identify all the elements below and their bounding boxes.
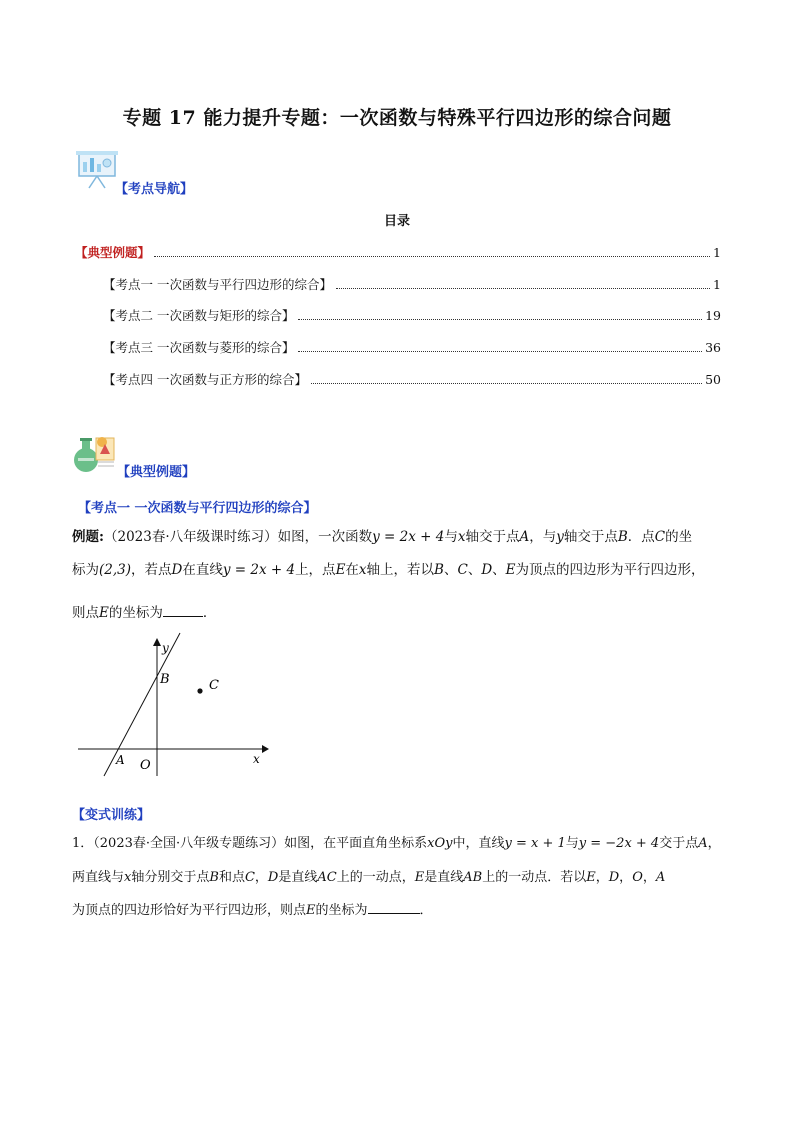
text: 上的一动点．若以 xyxy=(482,870,587,885)
math-var: x xyxy=(124,870,132,885)
text: 的坐 xyxy=(665,529,693,545)
toc-leader xyxy=(336,287,710,289)
math-var: E xyxy=(335,562,346,578)
text: 与 xyxy=(565,836,579,851)
toc-page: 36 xyxy=(705,340,721,355)
kd1-heading: 【考点一 一次函数与平行四边形的综合】 xyxy=(78,501,317,516)
math-var: O xyxy=(632,870,643,885)
text: 轴分别交于点 xyxy=(131,870,210,885)
point-c xyxy=(197,688,202,693)
lab-flask-icon xyxy=(72,432,120,474)
toc-entry-kd1[interactable] xyxy=(0,275,794,293)
toc-leader xyxy=(311,382,702,384)
toc-entry-kd4[interactable] xyxy=(0,370,794,388)
math-var: C xyxy=(244,870,255,885)
text: 上的一动点， xyxy=(336,870,415,885)
toc-leader xyxy=(298,350,702,352)
toc-leader xyxy=(298,318,702,320)
text: ， xyxy=(642,870,656,885)
toc-leader xyxy=(154,255,710,257)
text: 为顶点的四边形恰好为平行四边形，则点 xyxy=(72,903,307,918)
text: 是直线 xyxy=(424,870,464,885)
toc-entry-label: 【考点一 一次函数与平行四边形的综合】 xyxy=(103,277,332,292)
text: （2023春·八年级课时练习）如图，一次函数 xyxy=(103,529,373,545)
toc-entry-typical[interactable] xyxy=(0,243,794,261)
text: 、 xyxy=(492,562,506,578)
equation: y = x + 1 xyxy=(504,836,566,851)
text: 轴交于点 xyxy=(563,529,618,545)
example-figure xyxy=(76,630,276,780)
math-var: A xyxy=(698,836,708,851)
label-o: O xyxy=(140,758,151,773)
math-var: A xyxy=(519,529,530,545)
math-var: E xyxy=(306,903,316,918)
toc-page: 19 xyxy=(705,308,721,323)
math-var: x xyxy=(457,529,466,545)
x-axis-arrow xyxy=(262,745,269,753)
math-var: B xyxy=(434,562,444,578)
math-var: xOy xyxy=(427,836,453,851)
math-var: C xyxy=(654,529,666,545)
coordinate: (2,3) xyxy=(99,562,132,578)
math-var: B xyxy=(209,870,219,885)
math-var: C xyxy=(457,562,468,578)
label-c: C xyxy=(209,678,219,693)
training-line-1 xyxy=(72,827,732,861)
text: 中，直线 xyxy=(452,836,505,851)
label-x: x xyxy=(253,752,260,766)
typical-example-heading: 【典型例题】 xyxy=(117,465,196,480)
training-line-2 xyxy=(72,861,732,895)
answer-blank[interactable] xyxy=(163,602,203,617)
label-y: y xyxy=(162,641,169,655)
text: （2023春·全国·八年级专题练习）如图，在平面直角坐标系 xyxy=(93,836,428,851)
nav-heading: 【考点导航】 xyxy=(115,182,194,197)
text: 为顶点的四边形为平行四边形， xyxy=(515,562,705,578)
example-line-1 xyxy=(72,520,732,554)
math-var: B xyxy=(617,529,628,545)
text: 轴交于点 xyxy=(465,529,520,545)
text: 在 xyxy=(345,562,359,578)
training-heading: 【变式训练】 xyxy=(72,808,151,823)
page-title: 专题 17 能力提升专题：一次函数与特殊平行四边形的综合问题 xyxy=(122,107,672,129)
math-var: E xyxy=(99,605,109,621)
question-number: 1． xyxy=(72,836,94,851)
label-a: A xyxy=(116,753,125,767)
toc-entry-kd3[interactable] xyxy=(0,338,794,356)
text: ，与 xyxy=(529,529,557,545)
math-var: D xyxy=(481,562,493,578)
equation: y = 2x + 4 xyxy=(372,529,445,545)
text: ，若点 xyxy=(131,562,172,578)
text: 在直线 xyxy=(182,562,223,578)
toc-title: 目录 xyxy=(383,214,410,229)
toc-entry-kd2[interactable] xyxy=(0,306,794,324)
text: ， xyxy=(254,870,268,885)
text: 交于点 xyxy=(659,836,699,851)
equation: y = 2x + 4 xyxy=(222,562,296,578)
math-var: y xyxy=(556,529,564,545)
text: ， xyxy=(707,836,721,851)
math-var: A xyxy=(655,870,666,885)
math-var: D xyxy=(171,562,183,578)
text: 两直线与 xyxy=(72,870,125,885)
text: ， xyxy=(619,870,633,885)
toc-entry-label: 【考点四 一次函数与正方形的综合】 xyxy=(103,372,307,387)
text: 则点 xyxy=(72,605,99,621)
text: ． xyxy=(202,605,217,621)
math-var: E xyxy=(414,870,425,885)
example-line-2 xyxy=(72,553,732,587)
math-var: AB xyxy=(463,870,483,885)
text: 、 xyxy=(467,562,482,578)
example-lead: 例题: xyxy=(72,529,104,545)
answer-blank[interactable] xyxy=(368,899,420,914)
math-var: E xyxy=(586,870,596,885)
example-line-3 xyxy=(72,596,732,630)
label-b: B xyxy=(160,672,170,687)
toc-page: 1 xyxy=(713,277,721,292)
text: ．点 xyxy=(627,529,655,545)
toc-entry-label: 【考点二 一次函数与矩形的综合】 xyxy=(103,308,295,323)
training-line-3 xyxy=(72,894,732,928)
text: 轴上，若以 xyxy=(366,562,435,578)
y-axis-arrow xyxy=(153,638,161,646)
text: 的坐标为 xyxy=(315,903,368,918)
math-var: AC xyxy=(317,870,337,885)
text: ． xyxy=(419,903,433,918)
text: ， xyxy=(595,870,609,885)
equation: y = −2x + 4 xyxy=(578,836,660,851)
toc-page: 50 xyxy=(705,372,721,387)
text: 是直线 xyxy=(278,870,318,885)
text: 的坐标为 xyxy=(108,605,163,621)
toc-entry-label: 【典型例题】 xyxy=(75,245,151,260)
toc-page: 1 xyxy=(713,245,721,260)
text: 标为 xyxy=(72,562,99,578)
math-var: E xyxy=(505,562,516,578)
text: 、 xyxy=(443,562,458,578)
text: 与 xyxy=(444,529,458,545)
text: 和点 xyxy=(218,870,245,885)
math-var: x xyxy=(358,562,367,578)
text: 上，点 xyxy=(295,562,336,578)
toc-entry-label: 【考点三 一次函数与菱形的综合】 xyxy=(103,340,295,355)
math-var: D xyxy=(267,870,279,885)
presentation-board-icon xyxy=(73,148,121,190)
math-var: D xyxy=(608,870,620,885)
